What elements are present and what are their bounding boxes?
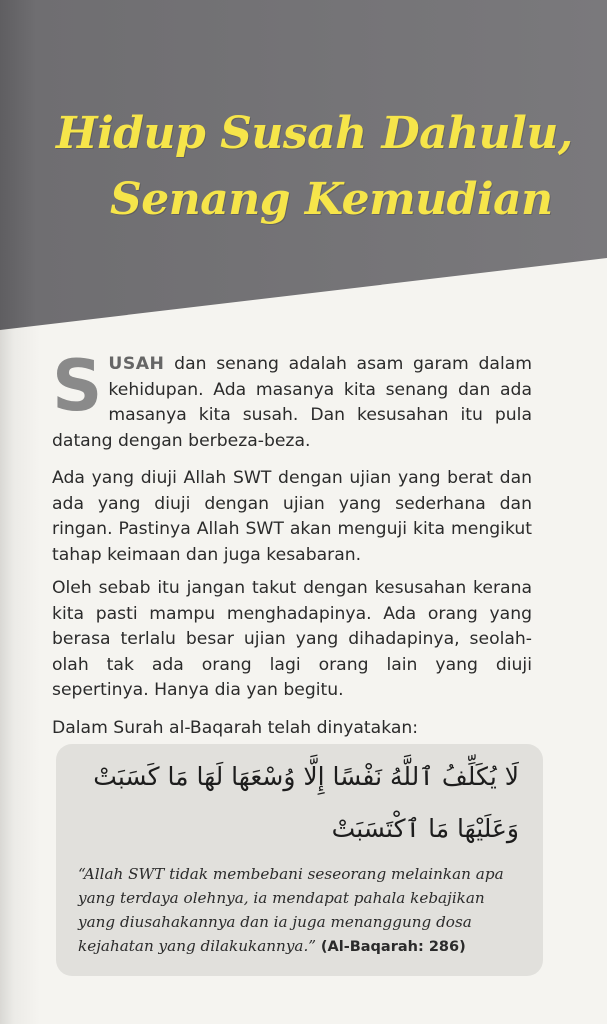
arabic-verse-line-1: لَا يُكَلِّفُ ٱللَّهُ نَفْسًا إِلَّا وُسْعَهَا لَهَا مَا كَسَبَتْ	[93, 762, 519, 791]
header-band-shape	[0, 0, 607, 340]
translation-text: “Allah SWT tidak membebani seseorang melainkan apa yang terdaya olehnya, ia mendapat pahala kebajikan yang diusahakannya dan ia juga menanggung dosa kejahatan yang dilakukannya.”	[78, 865, 504, 955]
paragraph-1-text: dan senang adalah asam garam dalam kehidupan. Ada masanya kita senang dan ada masanya kita susah. Dan kesusahan itu pula datang dengan berbeza-beza.	[52, 354, 532, 451]
drop-cap: S	[52, 345, 103, 427]
chapter-title-line-2: Senang Kemudian	[110, 174, 553, 225]
verse-translation	[78, 862, 524, 959]
verse-citation: (Al-Baqarah: 286)	[320, 939, 466, 955]
header-band	[0, 0, 607, 340]
paragraph-3: Oleh sebab itu jangan takut dengan kesusahan kerana kita pasti mampu menghadapinya. Ada orang yang berasa terlalu besar ujian yang dihadapinya, seolah-olah tak ada orang lagi orang lain yang diuji sepertinya. Hanya dia yan begitu.	[52, 578, 532, 701]
lead-word: USAH	[108, 354, 165, 374]
quran-quote-box	[56, 744, 543, 976]
paragraph-2: Ada yang diuji Allah SWT dengan ujian yang berat dan ada yang diuji dengan ujian yang sederhana dan ringan. Pastinya Allah SWT akan menguji kita mengikut tahap keimaan dan juga kesabaran.	[52, 468, 532, 565]
arabic-verse-line-2: وَعَلَيْهَا مَا ٱكْتَسَبَتْ	[331, 814, 519, 843]
paragraph-1	[52, 345, 532, 454]
chapter-title-line-1: Hidup Susah Dahulu,	[56, 108, 573, 159]
paragraph-4: Dalam Surah al-Baqarah telah dinyatakan:	[52, 718, 419, 738]
